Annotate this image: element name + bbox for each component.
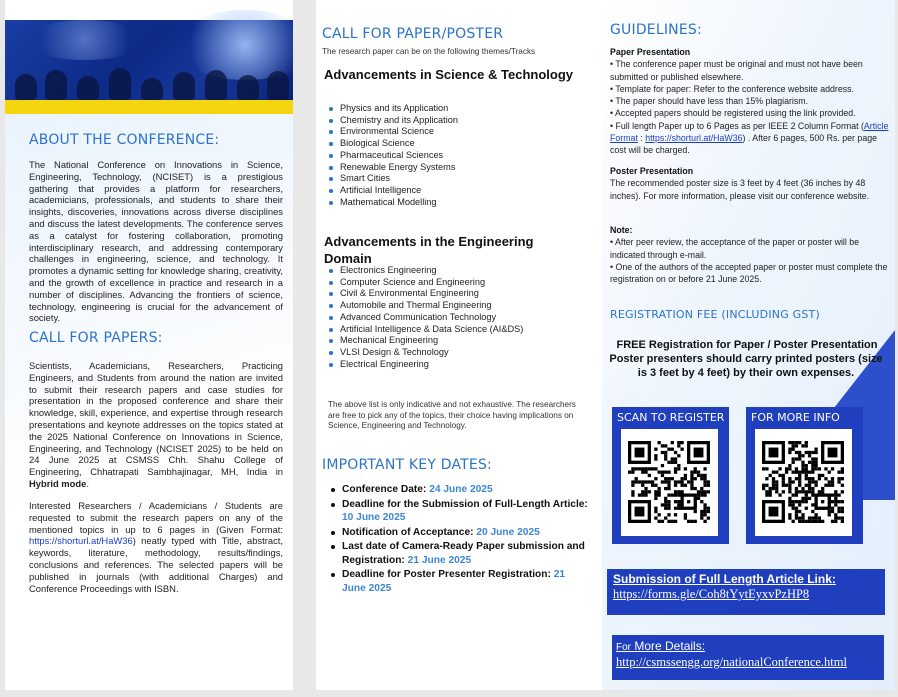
more-info-label: FOR MORE INFO <box>751 411 840 424</box>
more-details-title: For More Details: <box>616 639 706 653</box>
key-date-value: 20 June 2025 <box>476 526 540 538</box>
topics-panel <box>316 0 602 690</box>
science-topic-item: Smart Cities <box>326 173 458 185</box>
scan-to-register-box <box>612 407 729 544</box>
science-topic-item: Chemistry and its Application <box>326 115 458 127</box>
paper-presentation-block <box>610 46 890 157</box>
paper-guideline-item: • The conference paper must be original and must not have been submitted or published elsewhere. <box>610 59 863 82</box>
call-papers-heading: CALL FOR PAPERS: <box>29 330 163 346</box>
note-item: • One of the authors of the accepted paper or poster must complete the registration on or before 21 June 2025. <box>610 261 888 285</box>
science-topic-item: Mathematical Modelling <box>326 197 458 209</box>
paper-presentation-title: Paper Presentation <box>610 47 691 57</box>
engineering-topic-item: VLSI Design & Technology <box>326 347 523 359</box>
engineering-topic-item: Artificial Intelligence & Data Science (AI&DS) <box>326 324 523 336</box>
call-papers-paragraph-1: Scientists, Academicians, Researchers, Practicing Engineers, and Students from around the nation are invited to submit their research papers and case studies for presentation in the proposed conference and share their knowledge, skill, experience, and expertise through research presentations and keynote addresses on the topics stated at the 2025 National Conference on Innovations in Science, Engineering, and Technology (NCISET 2025) to be held on 24 June 2025 at CSMSS Chh. Shahu College of Engineering, Chhatrapati Sambhajinagar, MH, India in Hybrid mode. <box>29 360 283 489</box>
science-topic-item: Physics and its Application <box>326 103 458 115</box>
poster-presentation-text: The recommended poster size is 3 feet by 4 feet (36 inches by 48 inches). For more information, please visit our conference website. <box>610 178 870 201</box>
call-poster-heading: CALL FOR PAPER/POSTER <box>322 26 504 42</box>
paper-guideline-item: • Template for paper: Refer to the conference website address. <box>610 83 854 94</box>
guidelines-panel <box>602 0 895 690</box>
science-topic-item: Renewable Energy Systems <box>326 162 458 174</box>
engineering-topic-item: Computer Science and Engineering <box>326 277 523 289</box>
more-info-qr-code[interactable] <box>762 441 844 523</box>
engineering-topic-item: Electronics Engineering <box>326 265 523 277</box>
science-topic-item: Artificial Intelligence <box>326 185 458 197</box>
more-details-url[interactable]: http://csmssengg.org/nationalConference.html <box>616 655 847 669</box>
topics-note: The above list is only indicative and not exhaustive. The researchers are free to pick any of the topics, their choice having implications on Science, Engineering and Technology. <box>328 400 576 430</box>
key-date-item: Last date of Camera-Ready Paper submission and Registration: 21 June 2025 <box>328 540 590 567</box>
key-date-item: Deadline for Poster Presenter Registration: 21 June 2025 <box>328 568 590 595</box>
science-topic-item: Pharmaceutical Sciences <box>326 150 458 162</box>
science-track-title: Advancements in Science & Technology <box>324 67 573 82</box>
format-link[interactable]: https://shorturl.at/HaW36 <box>29 535 133 547</box>
submission-link-title: Submission of Full Length Article Link: <box>613 572 836 586</box>
key-date-item: Deadline for the Submission of Full-Length Article: 10 June 2025 <box>328 498 590 525</box>
about-panel <box>5 0 293 690</box>
full-length-guideline: • Full length Paper up to 6 Pages as per IEEE 2 Column Format (Article Format : https://shorturl.at/HaW36) . After 6 pages, 500 Rs. per page cost will be charged. <box>610 120 889 156</box>
key-date-item: Notification of Acceptance: 20 June 2025 <box>328 526 590 540</box>
free-registration-text: FREE Registration for Paper / Poster Presentation <box>616 339 878 351</box>
science-topic-list <box>326 103 458 208</box>
engineering-topic-item: Advanced Communication Technology <box>326 312 523 324</box>
hybrid-mode-text: Hybrid mode <box>29 477 87 489</box>
conference-banner-image <box>5 20 293 100</box>
dates-heading: IMPORTANT KEY DATES: <box>322 457 492 473</box>
scan-to-register-label: SCAN TO REGISTER <box>617 411 725 424</box>
about-heading: ABOUT THE CONFERENCE: <box>29 132 220 148</box>
engineering-track-title: Advancements in the Engineering Domain <box>324 234 534 266</box>
paper-guideline-item: • The paper should have less than 15% plagiarism. <box>610 96 809 107</box>
full-format-link[interactable]: https://shorturl.at/HaW36 <box>645 133 743 144</box>
note-block <box>610 224 890 285</box>
engineering-topic-item: Civil & Environmental Engineering <box>326 288 523 300</box>
science-topic-item: Biological Science <box>326 138 458 150</box>
note-item: • After peer review, the acceptance of the paper or poster will be indicated through e-mail. <box>610 237 860 260</box>
key-date-value: 21 June 2025 <box>342 569 566 594</box>
key-date-value: 21 June 2025 <box>407 554 472 566</box>
submission-link-url[interactable]: https://forms.gle/Coh8tYytEyxvPzHP8 <box>613 587 810 601</box>
yellow-divider <box>5 100 293 114</box>
paper-guideline-item: • Accepted papers should be registered using the link provided. <box>610 108 856 119</box>
key-date-value: 10 June 2025 <box>342 512 406 523</box>
engineering-topic-item: Mechanical Engineering <box>326 335 523 347</box>
science-topic-item: Environmental Science <box>326 126 458 138</box>
engineering-topic-list <box>326 265 523 370</box>
key-date-value: 24 June 2025 <box>429 484 493 495</box>
engineering-topic-item: Automobile and Thermal Engineering <box>326 300 523 312</box>
guidelines-heading: GUIDELINES: <box>610 22 702 38</box>
note-title: Note: <box>610 225 633 235</box>
poster-note-text: Poster presenters should carry printed posters (size is 3 feet by 4 feet) by their own expenses. <box>609 353 883 379</box>
engineering-topic-item: Electrical Engineering <box>326 359 523 371</box>
register-qr-code[interactable] <box>628 441 710 523</box>
registration-fee-heading: REGISTRATION FEE (INCLUDING GST) <box>610 308 820 321</box>
about-body: The National Conference on Innovations in Science, Engineering, Technology, (NCISET) is a prestigious gathering that provides a platform for researchers, academicians, professionals, and students to share their insights, discoveries, innovations across diverse disciplines and discuss the latest developments. The conference serves as a catalyst for fostering collaboration, promoting interdisciplinary research, and addressing contemporary challenges in engineering, science, and technology. It promotes a dynamic setting for knowledge sharing, creativity, and the growth of excellence in practice and research in a number of disciplines. Advancing the frontiers of science, technology, engineering is crucial for the advancement of society. <box>29 159 283 324</box>
more-details-box <box>612 635 884 680</box>
submission-link-box <box>607 569 885 615</box>
more-info-box <box>746 407 863 544</box>
call-poster-intro: The research paper can be on the following themes/Tracks <box>322 47 536 56</box>
key-date-item: Conference Date: 24 June 2025 <box>328 483 590 497</box>
key-dates-list <box>328 483 590 596</box>
poster-presentation-block <box>610 165 890 202</box>
poster-presentation-title: Poster Presentation <box>610 166 694 176</box>
call-papers-paragraph-2: Interested Researchers / Academicians / Students are requested to submit the research papers on any of the mentioned topics in up to 6 pages in (Given Format: https://shorturl.at/HaW36) neatly typed with Title, abstract, keywords, literature, methodology, results/findings, conclusions and references. The selected papers will be published in journals (with additional Charges) and Conference Proceedings with ISBN. <box>29 500 283 594</box>
article-format-link[interactable]: Article Format <box>610 120 889 144</box>
